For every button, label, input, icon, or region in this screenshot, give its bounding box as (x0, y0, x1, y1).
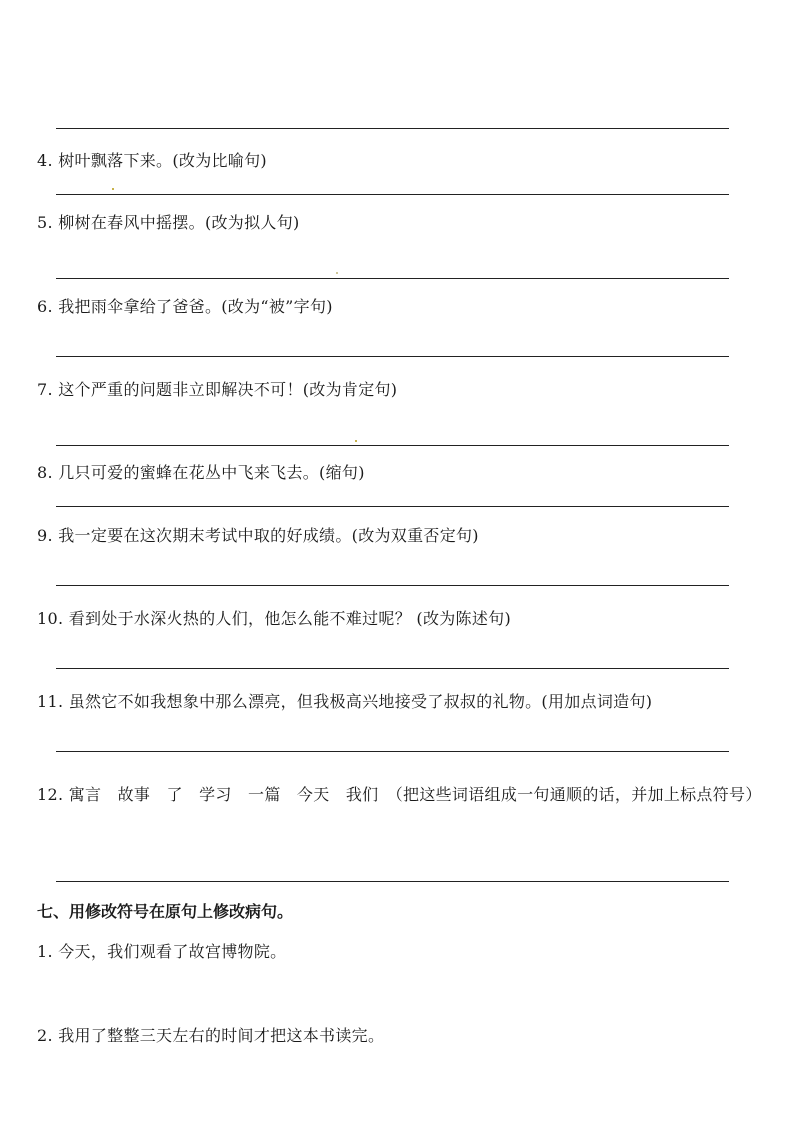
section-7-item-2: 2. 我用了整整三天左右的时间才把这本书读完。 (37, 1026, 385, 1045)
answer-line (56, 128, 729, 129)
answer-line (56, 356, 729, 357)
question-5: 5. 柳树在春风中摇摆。(改为拟人句) (37, 213, 300, 232)
ink-speck (112, 188, 114, 190)
answer-line (56, 194, 729, 195)
question-6: 6. 我把雨伞拿给了爸爸。(改为“被”字句) (37, 297, 333, 316)
answer-line (56, 506, 729, 507)
answer-line (56, 881, 729, 882)
section-7-heading: 七、用修改符号在原句上修改病句。 (37, 902, 294, 921)
answer-line (56, 278, 729, 279)
ink-speck (336, 272, 338, 274)
answer-line (56, 668, 729, 669)
answer-line (56, 585, 729, 586)
ink-speck (355, 440, 357, 442)
answer-line (56, 751, 729, 752)
question-8: 8. 几只可爱的蜜蜂在花丛中飞来飞去。(缩句) (37, 463, 365, 482)
question-4: 4. 树叶飘落下来。(改为比喻句) (37, 151, 267, 170)
question-10: 10. 看到处于水深火热的人们，他怎么能不难过呢？ (改为陈述句) (37, 609, 512, 628)
section-7-item-1: 1. 今天，我们观看了故宫博物院。 (37, 942, 287, 961)
question-7: 7. 这个严重的问题非立即解决不可！(改为肯定句) (37, 380, 398, 399)
question-12: 12. 寓言 故事 了 学习 一篇 今天 我们 （把这些词语组成一句通顺的话，并加上标点符号） (37, 785, 762, 804)
question-9: 9. 我一定要在这次期末考试中取的好成绩。(改为双重否定句) (37, 526, 479, 545)
question-11: 11. 虽然它不如我想象中那么漂亮，但我极高兴地接受了叔叔的礼物。(用加点词造句) (37, 692, 653, 711)
answer-line (56, 445, 729, 446)
